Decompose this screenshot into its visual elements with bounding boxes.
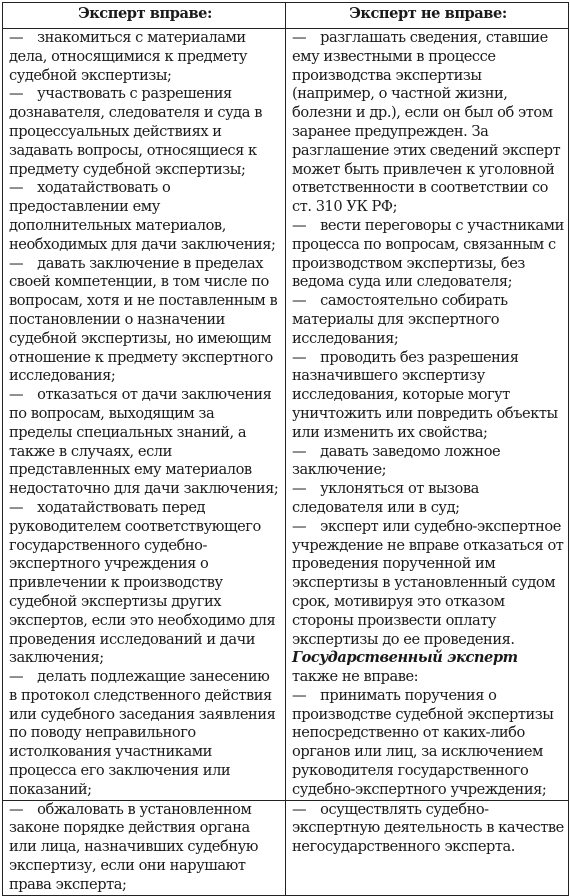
dash-marker: — — [292, 686, 307, 704]
dash-marker: — — [292, 442, 307, 460]
dash-marker: — — [9, 668, 24, 686]
dash-marker: — — [292, 216, 307, 234]
dash-marker: — — [9, 386, 24, 404]
list-item: — знакомиться с материалами дела, относящимися к предмету судебной экспертизы; — [9, 29, 248, 84]
list-item: — осуществлять судебно-экспертную деятельность в качестве негосударственного эксперта. — [292, 800, 564, 856]
dash-marker: — — [292, 348, 307, 366]
table-header-row — [3, 3, 569, 29]
rights-cell — [3, 29, 286, 801]
list-item: — обжаловать в установленном законе порядке действия органа или лица, назначивших судебную экспертизу, если они нарушают права эксперта; — [9, 800, 258, 893]
table-row — [3, 29, 569, 801]
list-item: — отказаться от дачи заключения по вопросам, выходящим за пределы специальных знаний, а также в случаях, если представленных ему материалов недостаточно для дачи заключения; — [9, 386, 279, 498]
dash-marker: — — [9, 179, 24, 197]
dash-marker: — — [292, 292, 307, 310]
header-rights: Эксперт вправе: — [3, 3, 286, 29]
list-item: — делать подлежащие занесению в протокол следственного действия или судебного заседания заявления по поводу неправильного истолкования участниками процесса его заключения или показаний; — [9, 668, 276, 798]
list-item: — самостоятельно собирать материалы для экспертного исследования; — [292, 292, 508, 347]
dash-marker: — — [292, 517, 307, 535]
table-row — [3, 800, 569, 895]
header-prohibitions: Эксперт не вправе: — [286, 3, 569, 29]
dash-marker: — — [292, 29, 307, 46]
prohibitions-cell — [286, 29, 569, 801]
dash-marker: — — [292, 800, 307, 818]
list-item: — ходатайствовать о предоставлении ему дополнительных материалов, необходимых для дачи заключения; — [9, 179, 276, 253]
dash-marker: — — [9, 254, 24, 272]
expert-rights-table — [2, 2, 569, 896]
list-item: — давать заведомо ложное заключение; — [292, 442, 501, 479]
list-item: — участвовать с разрешения дознавателя, следователя и суда в процессуальных действиях и задавать вопросы, относящиеся к предмету судебной экспертизы; — [9, 85, 262, 178]
list-item: — давать заключение в пределах своей компетенции, в том числе по вопросам, хотя и не поставленным в постановлении о назначении судебной экспертизы, но имеющим отношение к предмету экспертного исследования; — [9, 254, 278, 385]
list-item: — уклоняться от вызова следователя или в суд; — [292, 480, 479, 516]
list-item: — разглашать сведения, ставшие ему известными в процессе производства экспертизы (например, о частной жизни, болезни и др.), если он был об этом заранее предупрежден. За разглашение этих сведений эксперт может быть привлечен к уголовной ответственности в соответствии со ст. 310 УК РФ; — [292, 29, 561, 216]
list-item: — ходатайствовать перед руководителем соответствующего государственного судебно-экспертного учреждения о привлечении к производству судебной экспертизы других экспертов, если это необходимо для проведения исследований и дачи заключения; — [9, 498, 276, 667]
list-item: — принимать поручения о производстве судебной экспертизы непосредственно от каких-либо органов или лиц, за исключением руководителя государственного судебно-экспертного учреждения; — [292, 686, 554, 798]
dash-marker: — — [9, 800, 24, 818]
dash-marker: — — [9, 498, 24, 516]
list-item: — проводить без разрешения назначившего экспертизу исследования, которые могут уничтожить или повредить объекты или изменить их свойства; — [292, 348, 558, 441]
state-expert-emphasis: Государственный эксперт — [292, 649, 518, 667]
dash-marker: — — [292, 480, 307, 498]
rights-cell — [3, 800, 286, 895]
list-item: — эксперт или судебно-экспертное учреждение не вправе отказаться от проведения порученной им экспертизы в установленный судом срок, мотивируя это отказом стороны произвести оплату экспертизы до ее проведения. — [292, 517, 564, 648]
prohibitions-cell — [286, 800, 569, 895]
dash-marker: — — [9, 85, 24, 103]
list-item: — вести переговоры с участниками процесса по вопросам, связанным с производством экспертизы, без ведома суда или следователя; — [292, 216, 564, 291]
state-expert-note: Государственный эксперт также не вправе: — [292, 649, 518, 686]
dash-marker: — — [9, 29, 24, 46]
